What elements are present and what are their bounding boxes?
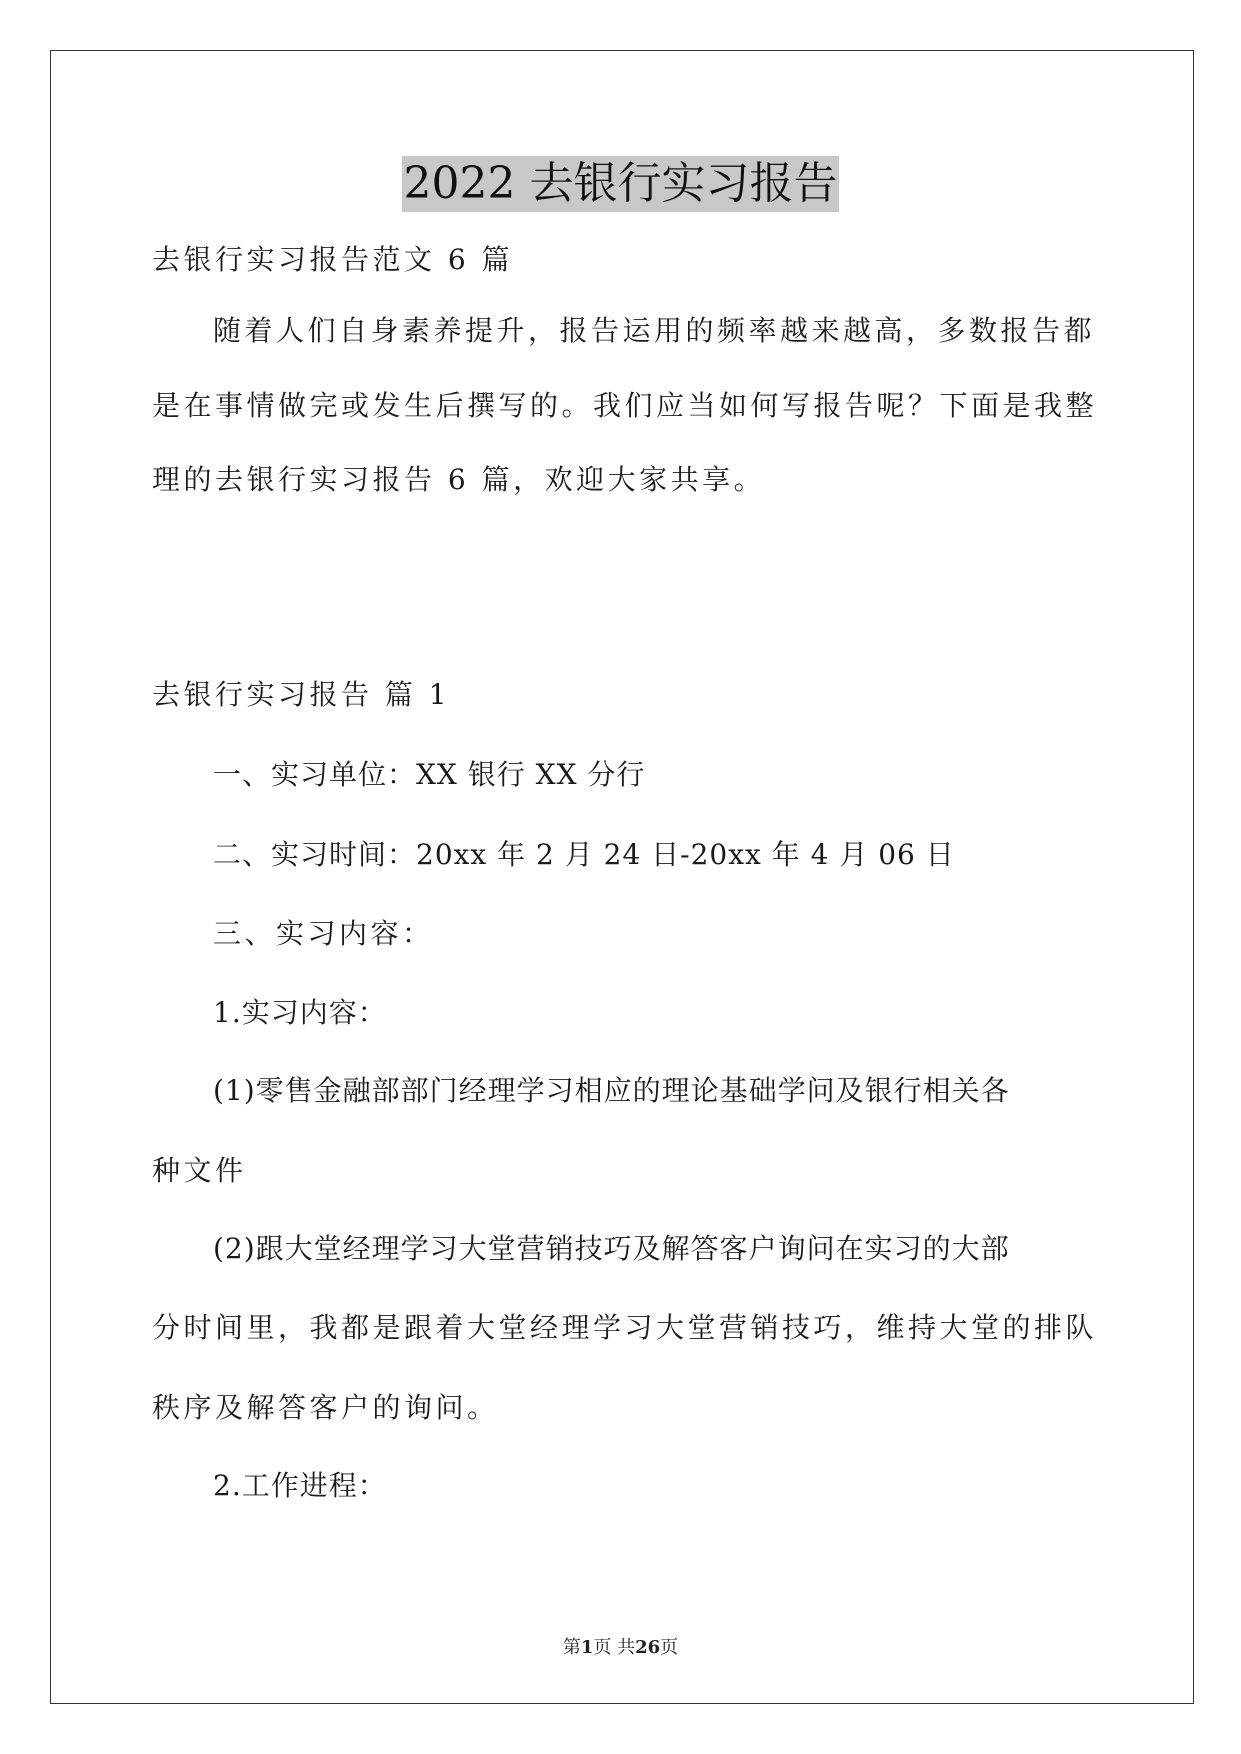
list-item: 1.实习内容：	[213, 996, 387, 1029]
footer-suffix: 页	[660, 1637, 679, 1658]
paragraph-line: 分时间里，我都是跟着大堂经理学习大堂营销技巧，维持大堂的排队	[152, 1311, 1098, 1344]
paragraph-line: (1)零售金融部部门经理学习相应的理论基础学问及银行相关各	[213, 1074, 1010, 1107]
intro-line: 是在事情做完或发生后撰写的。我们应当如何写报告呢？下面是我整	[152, 389, 1098, 422]
document-subtitle: 去银行实习报告范文 6 篇	[152, 243, 514, 276]
list-item: 二、实习时间：20xx 年 2 月 24 日-20xx 年 4 月 06 日	[213, 838, 955, 871]
paragraph-line: 秩序及解答客户的询问。	[152, 1391, 499, 1424]
title-container	[0, 156, 1241, 212]
footer-prefix: 第	[562, 1637, 581, 1658]
paragraph-line: (2)跟大堂经理学习大堂营销技巧及解答客户询问在实习的大部	[213, 1232, 1010, 1265]
intro-line: 随着人们自身素养提升，报告运用的频率越来越高，多数报告都	[213, 314, 1096, 347]
list-item: 三、实习内容：	[213, 917, 434, 950]
page-number: 1	[580, 1637, 594, 1658]
page-footer	[0, 1636, 1241, 1660]
paragraph-line: 种文件	[152, 1154, 247, 1187]
intro-line: 理的去银行实习报告 6 篇，欢迎大家共享。	[152, 463, 766, 496]
total-pages: 26	[635, 1637, 661, 1658]
list-item: 2.工作进程：	[213, 1469, 387, 1502]
section-heading: 去银行实习报告 篇 1	[152, 678, 451, 711]
list-item: 一、实习单位：XX 银行 XX 分行	[213, 758, 646, 791]
footer-mid: 页 共	[593, 1637, 636, 1658]
page-border	[50, 50, 1194, 1704]
document-title: 2022 去银行实习报告	[402, 156, 840, 212]
